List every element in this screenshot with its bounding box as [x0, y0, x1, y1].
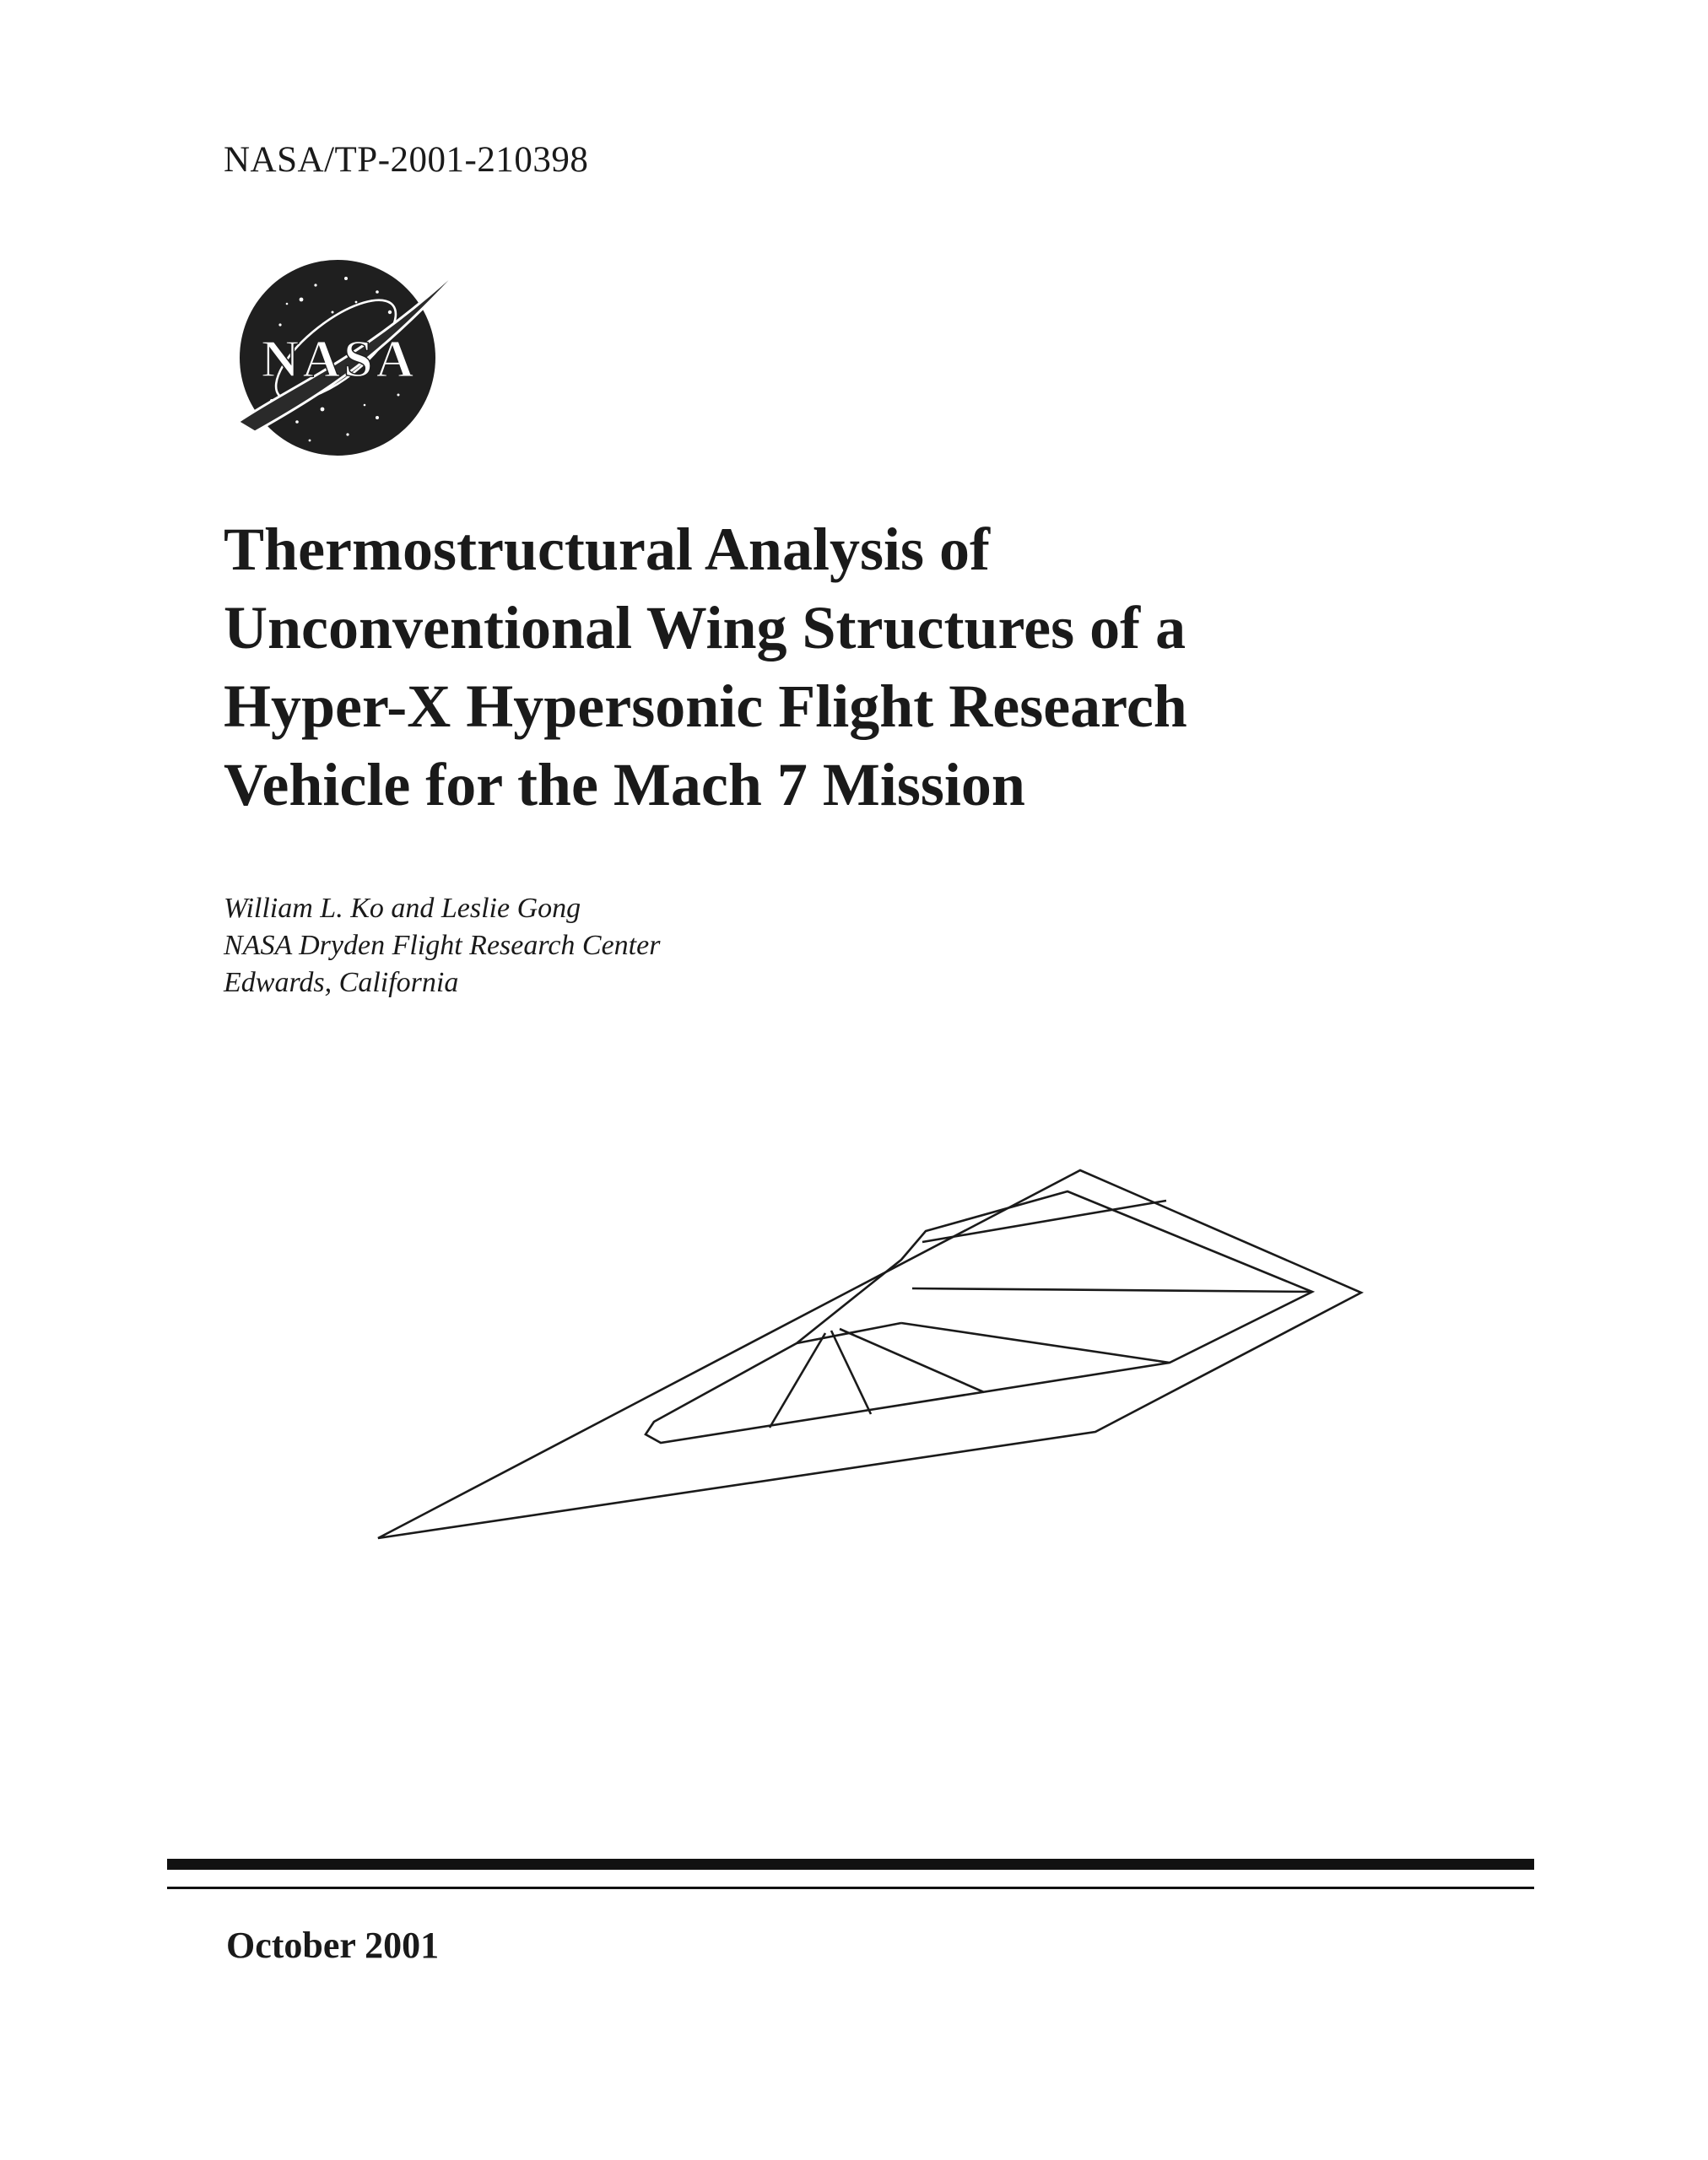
divider-thick [167, 1859, 1534, 1870]
divider-thin [167, 1887, 1534, 1889]
wing-rib [770, 1333, 825, 1428]
logo-wordmark: NASA [261, 331, 418, 388]
publication-date: October 2001 [226, 1925, 440, 1966]
wing-rib [831, 1331, 871, 1414]
title-line-4: Vehicle for the Mach 7 Mission [224, 751, 1025, 818]
wing-outline [378, 1170, 1361, 1538]
report-number: NASA/TP-2001-210398 [224, 140, 589, 180]
report-title [224, 510, 1616, 824]
author-affiliation: NASA Dryden Flight Research Center [224, 930, 661, 961]
wing-inner-outline [646, 1191, 1312, 1443]
wing-rib [797, 1323, 901, 1343]
wing-rib [912, 1288, 1312, 1292]
wing-rib [901, 1323, 1170, 1363]
title-line-3: Hyper-X Hypersonic Flight Research [224, 672, 1187, 740]
author-location: Edwards, California [224, 967, 459, 998]
title-line-2: Unconventional Wing Structures of a [224, 594, 1186, 662]
author-block [224, 890, 660, 1002]
wing-structure-figure [363, 1152, 1376, 1548]
author-names: William L. Ko and Leslie Gong [224, 893, 581, 924]
wing-rib [840, 1329, 984, 1392]
title-line-1: Thermostructural Analysis of [224, 516, 990, 583]
nasa-logo-icon [221, 253, 474, 456]
